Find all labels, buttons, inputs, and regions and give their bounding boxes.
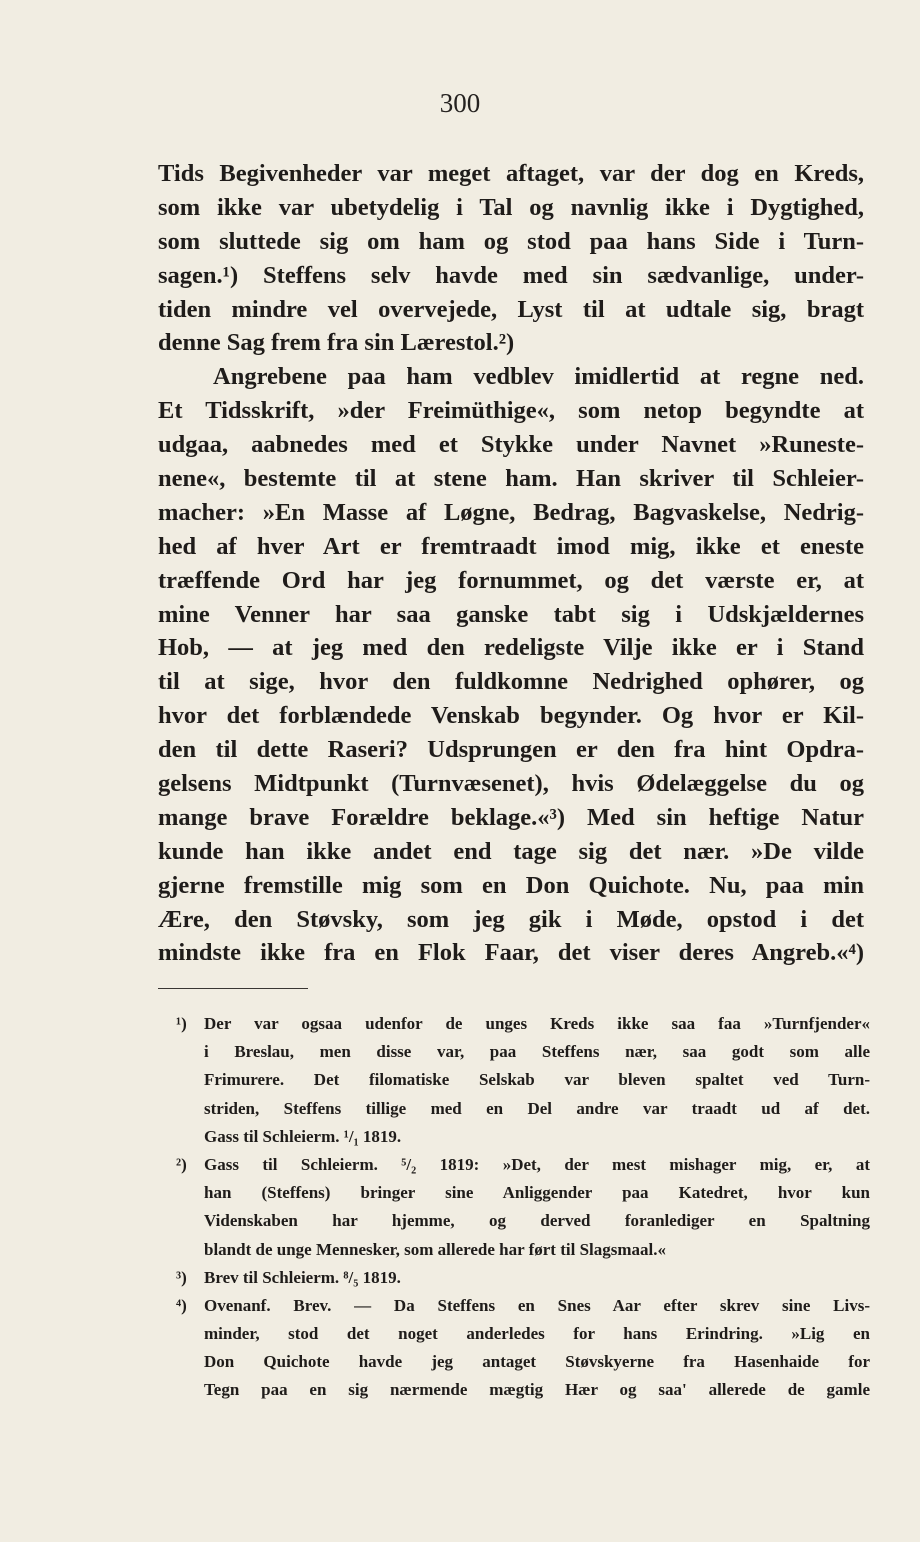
text-line: kunde han ikke andet end tage sig det nær. »De vilde: [158, 837, 864, 865]
text-line: som sluttede sig om ham og stod paa hans Side i Turn-: [158, 227, 864, 255]
text-line: gjerne fremstille mig som en Don Quichote. Nu, paa min: [158, 871, 864, 899]
text-line: som ikke var ubetydelig i Tal og navnlig ikke i Dygtighed,: [158, 193, 864, 221]
footnote-1: [176, 1010, 870, 1151]
text-line: mange brave Forældre beklage.«³) Med sin heftige Natur: [158, 803, 864, 831]
text-line: mindste ikke fra en Flok Faar, det viser deres Angreb.«⁴): [158, 939, 864, 967]
footnote-line: Ovenanf. Brev. — Da Steffens en Snes Aar efter skrev sine Livs-: [204, 1295, 870, 1315]
text-line: Angrebene paa ham vedblev imidlertid at regne ned.: [213, 363, 864, 391]
text-line: træffende Ord har jeg fornummet, og det værste er, at: [158, 566, 864, 594]
text-line: til at sige, hvor den fuldkomne Nedrighed ophører, og: [158, 668, 864, 696]
text-line: gelsens Midtpunkt (Turnvæsenet), hvis Ødelæggelse du og: [158, 770, 864, 798]
text-line: tiden mindre vel overvejede, Lyst til at udtale sig, bragt: [158, 295, 864, 323]
footnote-marker: ³): [176, 1267, 187, 1287]
footnote-marker: ⁴): [176, 1295, 187, 1315]
text-line: Tids Begivenheder var meget aftaget, var der dog en Kreds,: [158, 160, 864, 187]
footnote-line: blandt de unge Mennesker, som allerede har ført til Slagsmaal.«: [204, 1239, 666, 1259]
text-line: sagen.¹) Steffens selv havde med sin sædvanlige, under-: [158, 261, 864, 289]
text-line: Hob, — at jeg med den redeligste Vilje ikke er i Stand: [158, 634, 864, 662]
footnote-line: Brev til Schleierm. ⁸/₅ 1819.: [204, 1267, 401, 1287]
text-line: hvor det forblændede Venskab begynder. Og hvor er Kil-: [158, 702, 864, 730]
footnote-3: [176, 1264, 870, 1292]
footnote-line: han (Steffens) bringer sine Anliggender paa Katedret, hvor kun: [204, 1183, 870, 1203]
footnote-4: [176, 1292, 870, 1405]
footnote-marker: ²): [176, 1154, 187, 1174]
footnote-line: Gass til Schleierm. ⁵/₂ 1819: »Det, der mest mishager mig, er, at: [204, 1154, 870, 1174]
text-line: Ære, den Støvsky, som jeg gik i Møde, opstod i det: [158, 905, 864, 933]
footnote-line: Frimurere. Det filomatiske Selskab var bleven spaltet ved Turn-: [204, 1070, 870, 1090]
text-line: Et Tidsskrift, »der Freimüthige«, som netop begyndte at: [158, 397, 864, 425]
footnote-line: striden, Steffens tillige med en Del andre var traadt ud af det.: [204, 1098, 870, 1118]
body-text: [158, 157, 864, 970]
footnotes: [176, 1010, 870, 1405]
footnote-line: Gass til Schleierm. ¹/₁ 1819.: [204, 1126, 402, 1146]
text-line: udgaa, aabnedes med et Stykke under Navnet »Runeste-: [158, 431, 864, 459]
page-number: 300: [439, 88, 481, 118]
text-line: macher: »En Masse af Løgne, Bedrag, Bagvaskelse, Nedrig-: [158, 498, 864, 526]
footnote-line: Don Quichote havde jeg antaget Støvskyerne fra Hasenhaide for: [204, 1352, 870, 1372]
footnote-line: minder, stod det noget anderledes for hans Erindring. »Lig en: [204, 1324, 870, 1344]
text-line: hed af hver Art er fremtraadt imod mig, ikke et eneste: [158, 532, 864, 560]
footnote-line: Videnskaben har hjemme, og derved foranlediger en Spaltning: [204, 1211, 870, 1231]
footnote-divider: [158, 988, 308, 989]
text-line: mine Venner har saa ganske tabt sig i Udskjældernes: [158, 600, 864, 628]
footnote-line: Der var ogsaa udenfor de unges Kreds ikke saa faa »Turnfjender«: [204, 1014, 870, 1033]
text-line: den til dette Raseri? Udsprungen er den fra hint Opdra-: [158, 736, 864, 764]
text-line: nene«, bestemte til at stene ham. Han skriver til Schleier-: [158, 465, 864, 493]
footnote-2: [176, 1151, 870, 1264]
footnote-marker: ¹): [176, 1014, 187, 1033]
footnote-line: Tegn paa en sig nærmende mægtig Hær og saa' allerede de gamle: [204, 1380, 870, 1400]
footnote-line: i Breslau, men disse var, paa Steffens nær, saa godt som alle: [204, 1042, 870, 1062]
text-line: denne Sag frem fra sin Lærestol.²): [158, 329, 515, 357]
